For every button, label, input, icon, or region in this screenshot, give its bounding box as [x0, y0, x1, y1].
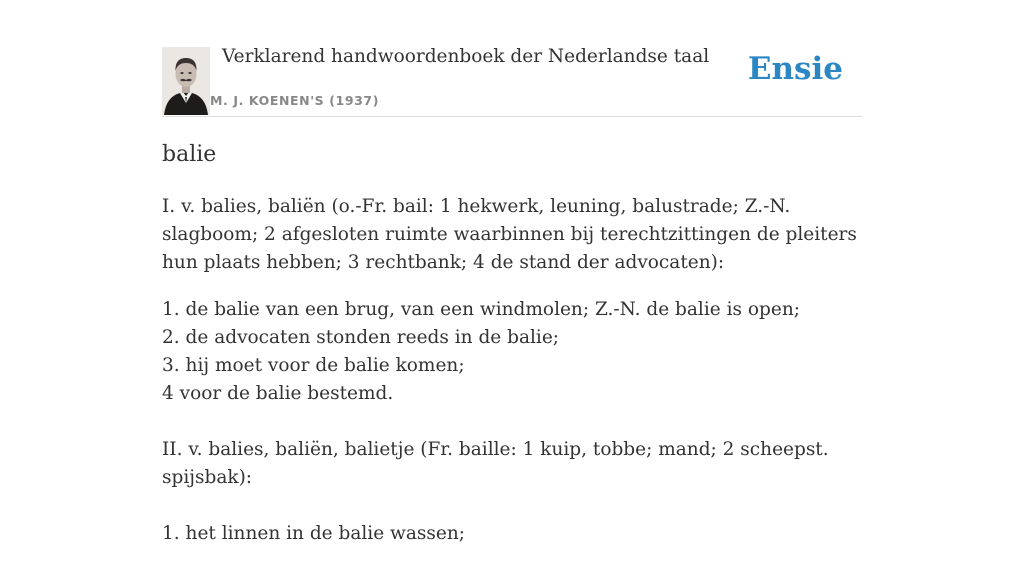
example-line: 3. hij moet voor de balie komen;: [162, 355, 465, 376]
book-title: Verklarend handwoordenboek der Nederlandse taal: [222, 46, 710, 67]
author-line: M. J. KOENEN'S (1937): [210, 93, 380, 108]
sense-2-examples: [162, 520, 862, 548]
example-line: 1. de balie van een brug, van een windmolen; Z.-N. de balie is open;: [162, 299, 800, 320]
entry-content: [162, 139, 862, 576]
example-line: 1. het linnen in de balie wassen;: [162, 523, 465, 544]
portrait-illustration: [162, 47, 210, 115]
example-line: 2. de advocaten stonden reeds in de balie;: [162, 327, 560, 348]
entry-headword: balie: [162, 142, 217, 167]
page-header: [162, 46, 862, 117]
example-line: 4 voor de balie bestemd.: [162, 383, 394, 404]
sense-1-definition: I. v. balies, baliën (o.-Fr. bail: 1 hekwerk, leuning, balustrade; Z.-N. slagboom; 2 afgesloten ruimte waarbinnen bij terechtzittingen de pleiters hun plaats hebben; 3 rechtbank; 4 de stand der advocaten):: [162, 196, 857, 273]
sense-1-examples: [162, 296, 862, 408]
author-portrait: [162, 47, 210, 115]
sense-2-definition: II. v. balies, baliën, balietje (Fr. baille: 1 kuip, tobbe; mand; 2 scheepst. spijsbak):: [162, 439, 829, 488]
ensie-logo-link[interactable]: Ensie: [747, 51, 843, 87]
